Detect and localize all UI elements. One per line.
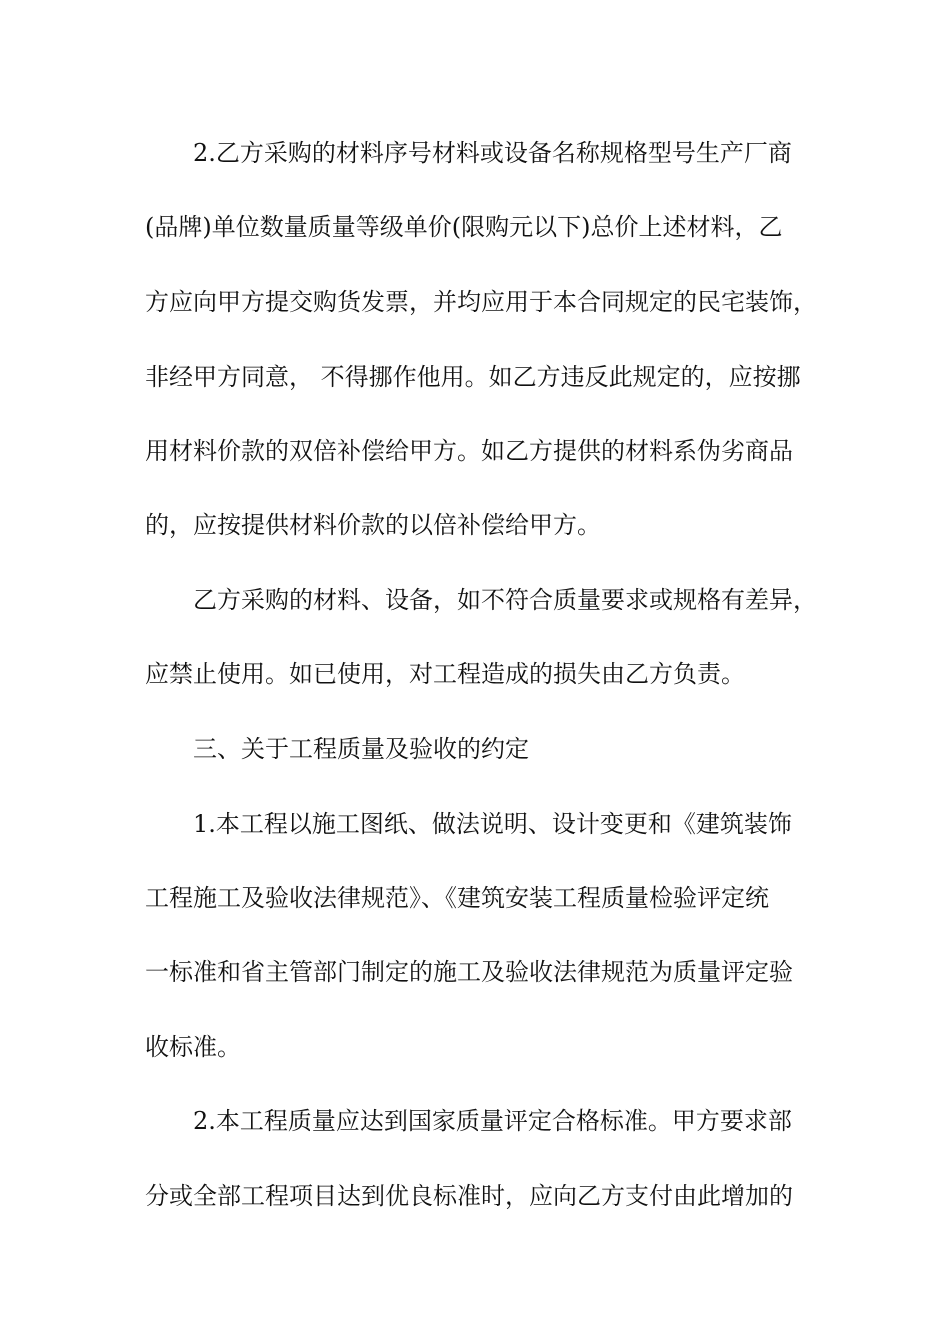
paragraph-line: 非经甲方同意， 不得挪作他用。如乙方违反此规定的，应按挪 (145, 363, 801, 391)
paragraph-line: (品牌)单位数量质量等级单价(限购元以下)总价上述材料，乙 (145, 213, 783, 241)
paragraph-line: 收标准。 (145, 1033, 241, 1061)
paragraph-line: 1.本工程以施工图纸、做法说明、设计变更和《建筑装饰 (193, 810, 792, 838)
paragraph-line: 2.乙方采购的材料序号材料或设备名称规格型号生产厂商 (193, 139, 792, 167)
paragraph-line: 乙方采购的材料、设备，如不符合质量要求或规格有差异， (193, 586, 817, 614)
paragraph-line: 分或全部工程项目达到优良标准时，应向乙方支付由此增加的 (145, 1182, 793, 1210)
paragraph-line: 方应向甲方提交购货发票，并均应用于本合同规定的民宅装饰， (145, 288, 817, 316)
paragraph-line: 2.本工程质量应达到国家质量评定合格标准。甲方要求部 (193, 1107, 792, 1135)
paragraph-line: 用材料价款的双倍补偿给甲方。如乙方提供的材料系伪劣商品 (145, 437, 793, 465)
paragraph-line: 工程施工及验收法律规范》、《建筑安装工程质量检验评定统 (145, 884, 769, 912)
section-heading: 三、关于工程质量及验收的约定 (193, 735, 529, 763)
paragraph-line: 的，应按提供材料价款的以倍补偿给甲方。 (145, 511, 601, 539)
paragraph-line: 应禁止使用。如已使用，对工程造成的损失由乙方负责。 (145, 660, 745, 688)
paragraph-line: 一标准和省主管部门制定的施工及验收法律规范为质量评定验 (145, 958, 793, 986)
